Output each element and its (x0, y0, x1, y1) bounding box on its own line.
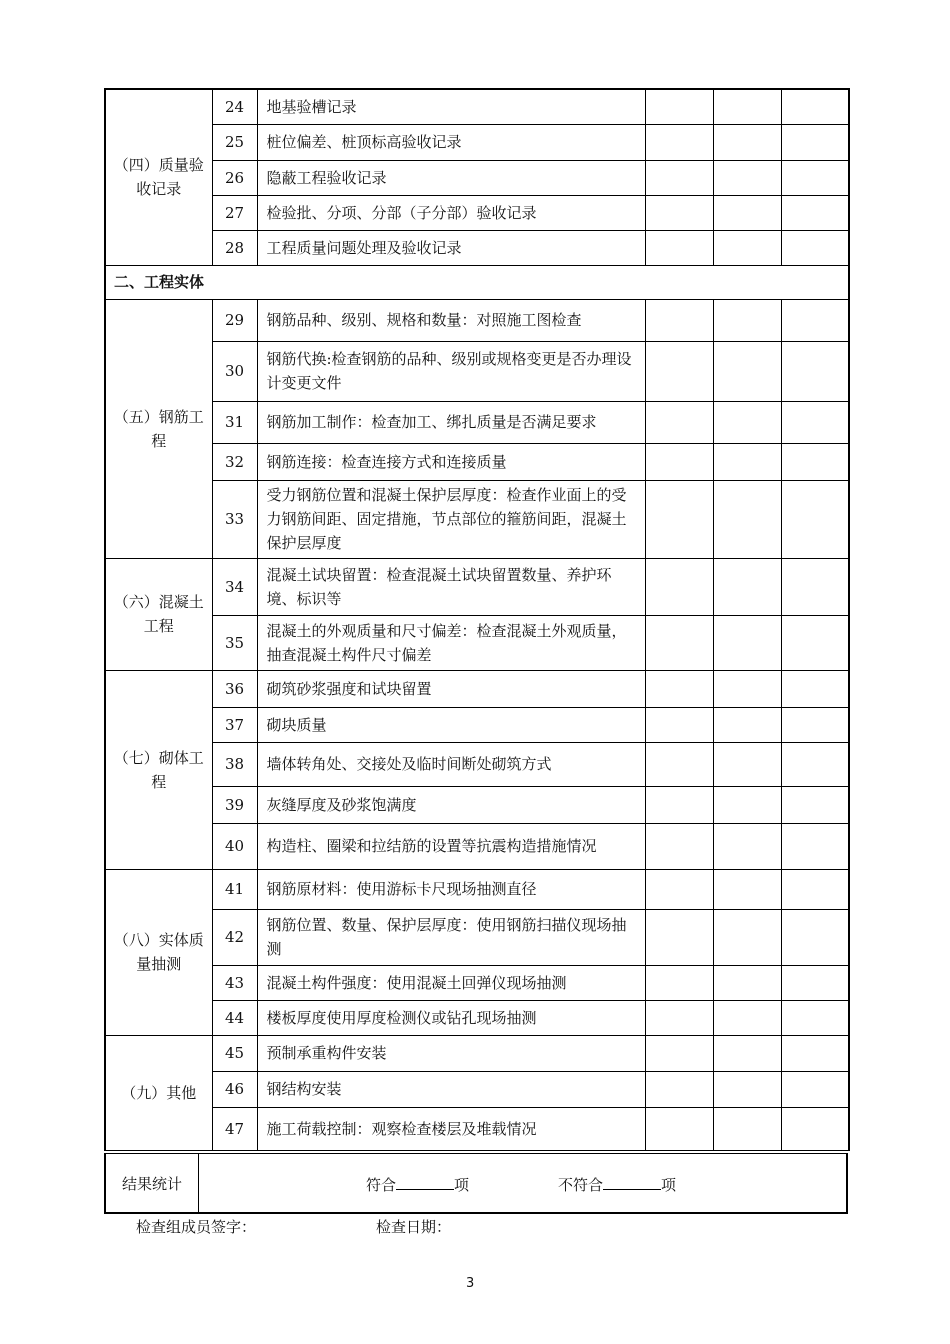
group-label: （五）钢筋工程 (113, 407, 204, 450)
row-item: 楼板厚度使用厚度检测仪或钻孔现场抽测 (257, 1000, 645, 1035)
check-cell[interactable] (781, 670, 849, 707)
table-row (105, 909, 849, 965)
table-row (105, 443, 849, 480)
group-label: （六）混凝土工程 (113, 593, 204, 635)
check-cell[interactable] (713, 742, 781, 786)
row-number: 25 (212, 124, 257, 160)
row-item: 混凝土构件强度：使用混凝土回弹仪现场抽测 (257, 965, 645, 1000)
table-row (105, 615, 849, 670)
row-number: 24 (212, 89, 257, 124)
table-row (105, 160, 849, 195)
table-row (105, 1000, 849, 1035)
row-item: 隐蔽工程验收记录 (257, 160, 645, 195)
row-number: 31 (212, 401, 257, 443)
check-cell[interactable] (713, 670, 781, 707)
check-cell[interactable] (781, 230, 849, 265)
row-item: 钢筋代换:检查钢筋的品种、级别或规格变更是否办理设计变更文件 (257, 341, 645, 401)
table-row (105, 299, 849, 341)
row-number: 38 (212, 742, 257, 786)
row-item: 钢筋连接：检查连接方式和连接质量 (257, 443, 645, 480)
check-cell[interactable] (781, 786, 849, 823)
row-number: 47 (212, 1107, 257, 1150)
row-item: 砌筑砂浆强度和试块留置 (257, 670, 645, 707)
group-cell (105, 869, 212, 1035)
table-row (105, 124, 849, 160)
row-number: 34 (212, 558, 257, 615)
row-number: 37 (212, 707, 257, 742)
row-item: 混凝土试块留置：检查混凝土试块留置数量、养护环境、标识等 (257, 558, 645, 615)
summary-label: 结果统计 (106, 1154, 199, 1213)
group-label: （八）实体质量抽测 (113, 931, 204, 973)
table-row (105, 742, 849, 786)
check-cell[interactable] (713, 124, 781, 160)
row-number: 40 (212, 823, 257, 869)
check-cell[interactable] (781, 89, 849, 124)
check-cell[interactable] (781, 480, 849, 558)
row-item: 钢筋原材料：使用游标卡尺现场抽测直径 (257, 869, 645, 909)
table-row (105, 195, 849, 230)
table-row (105, 1107, 849, 1150)
check-cell[interactable] (713, 401, 781, 443)
table-row (105, 1035, 849, 1071)
row-number: 29 (212, 299, 257, 341)
check-cell[interactable] (713, 299, 781, 341)
table-row (105, 1071, 849, 1107)
group-cell (105, 670, 212, 869)
row-number: 45 (212, 1035, 257, 1071)
check-cell[interactable] (645, 707, 713, 742)
row-number: 36 (212, 670, 257, 707)
check-cell[interactable] (713, 1071, 781, 1107)
conform-blank[interactable] (396, 1173, 454, 1190)
check-cell[interactable] (645, 823, 713, 869)
check-cell[interactable] (781, 1000, 849, 1035)
group-cell (105, 558, 212, 670)
row-item: 检验批、分项、分部（子分部）验收记录 (257, 195, 645, 230)
group-label: （四）质量验收记录 (113, 156, 204, 199)
check-cell[interactable] (713, 443, 781, 480)
row-number: 28 (212, 230, 257, 265)
row-number: 44 (212, 1000, 257, 1035)
check-cell[interactable] (781, 965, 849, 1000)
check-cell[interactable] (713, 786, 781, 823)
row-item: 地基验槽记录 (257, 89, 645, 124)
table-row (105, 707, 849, 742)
check-cell[interactable] (781, 1071, 849, 1107)
row-number: 27 (212, 195, 257, 230)
check-cell[interactable] (781, 443, 849, 480)
check-cell[interactable] (781, 1107, 849, 1150)
inspection-date: 检查日期： (376, 1218, 452, 1236)
check-cell[interactable] (645, 965, 713, 1000)
row-number: 43 (212, 965, 257, 1000)
check-cell[interactable] (713, 1035, 781, 1071)
result-summary (104, 1153, 848, 1214)
check-cell[interactable] (645, 89, 713, 124)
nonconform-blank[interactable] (603, 1173, 661, 1190)
check-cell[interactable] (645, 1071, 713, 1107)
row-item: 钢筋位置、数量、保护层厚度：使用钢筋扫描仪现场抽测 (257, 909, 645, 965)
table-row (105, 823, 849, 869)
row-number: 33 (212, 480, 257, 558)
row-number: 35 (212, 615, 257, 670)
check-cell[interactable] (645, 480, 713, 558)
check-cell[interactable] (645, 341, 713, 401)
check-cell[interactable] (781, 823, 849, 869)
check-cell[interactable] (645, 401, 713, 443)
group-cell (105, 1035, 212, 1150)
check-cell[interactable] (645, 558, 713, 615)
check-cell[interactable] (781, 401, 849, 443)
row-number: 42 (212, 909, 257, 965)
check-cell[interactable] (645, 230, 713, 265)
check-cell[interactable] (645, 160, 713, 195)
page-number: 3 (466, 1276, 475, 1291)
check-cell[interactable] (713, 823, 781, 869)
check-cell[interactable] (781, 742, 849, 786)
check-cell[interactable] (645, 1107, 713, 1150)
check-cell[interactable] (645, 869, 713, 909)
row-item: 预制承重构件安装 (257, 1035, 645, 1071)
conform-count (366, 1173, 469, 1195)
row-number: 46 (212, 1071, 257, 1107)
check-cell[interactable] (645, 1000, 713, 1035)
inspection-table (104, 88, 850, 1151)
check-cell[interactable] (645, 615, 713, 670)
row-number: 30 (212, 341, 257, 401)
check-cell[interactable] (713, 707, 781, 742)
check-cell[interactable] (713, 1000, 781, 1035)
group-label: （九）其他 (121, 1083, 197, 1102)
check-cell[interactable] (781, 869, 849, 909)
check-cell[interactable] (781, 615, 849, 670)
table-row (105, 401, 849, 443)
table-row (105, 480, 849, 558)
check-cell[interactable] (713, 195, 781, 230)
check-cell[interactable] (781, 299, 849, 341)
check-cell[interactable] (645, 670, 713, 707)
check-cell[interactable] (645, 443, 713, 480)
table-row (105, 558, 849, 615)
row-item: 工程质量问题处理及验收记录 (257, 230, 645, 265)
row-number: 26 (212, 160, 257, 195)
group-cell (105, 299, 212, 558)
check-cell[interactable] (645, 786, 713, 823)
row-item: 构造柱、圈梁和拉结筋的设置等抗震构造措施情况 (257, 823, 645, 869)
check-cell[interactable] (713, 558, 781, 615)
check-cell[interactable] (713, 869, 781, 909)
members-signature: 检查组成员签字： (136, 1218, 257, 1236)
row-number: 39 (212, 786, 257, 823)
row-item: 墙体转角处、交接处及临时间断处砌筑方式 (257, 742, 645, 786)
conform-unit: 项 (454, 1176, 470, 1194)
check-cell[interactable] (645, 195, 713, 230)
nonconform-count (558, 1173, 676, 1195)
check-cell[interactable] (713, 1107, 781, 1150)
check-cell[interactable] (781, 341, 849, 401)
row-item: 受力钢筋位置和混凝土保护层厚度：检查作业面上的受力钢筋间距、固定措施，节点部位的箍筋间距，混凝土保护层厚度 (257, 480, 645, 558)
row-number: 41 (212, 869, 257, 909)
check-cell[interactable] (645, 909, 713, 965)
check-cell[interactable] (645, 742, 713, 786)
check-cell[interactable] (713, 480, 781, 558)
row-number: 32 (212, 443, 257, 480)
table-row (105, 230, 849, 265)
row-item: 钢结构安装 (257, 1071, 645, 1107)
nonconform-unit: 项 (661, 1176, 677, 1194)
group-label: （七）砌体工程 (113, 748, 204, 791)
row-item: 桩位偏差、桩顶标高验收记录 (257, 124, 645, 160)
check-cell[interactable] (781, 558, 849, 615)
check-cell[interactable] (713, 230, 781, 265)
check-cell[interactable] (645, 1035, 713, 1071)
check-cell[interactable] (781, 195, 849, 230)
check-cell[interactable] (645, 299, 713, 341)
check-cell[interactable] (713, 160, 781, 195)
group-cell (105, 89, 212, 265)
check-cell[interactable] (713, 909, 781, 965)
conform-label: 符合 (366, 1176, 397, 1194)
check-cell[interactable] (781, 160, 849, 195)
check-cell[interactable] (713, 89, 781, 124)
nonconform-label: 不符合 (558, 1176, 604, 1194)
row-item: 混凝土的外观质量和尺寸偏差：检查混凝土外观质量，抽查混凝土构件尺寸偏差 (257, 615, 645, 670)
table-row (105, 786, 849, 823)
check-cell[interactable] (645, 124, 713, 160)
row-item: 砌块质量 (257, 707, 645, 742)
section-title: 二、工程实体 (105, 265, 849, 299)
check-cell[interactable] (713, 615, 781, 670)
section-row (105, 265, 849, 299)
table-row (105, 670, 849, 707)
table-row (105, 869, 849, 909)
check-cell[interactable] (781, 1035, 849, 1071)
table-row (105, 89, 849, 124)
row-item: 施工荷载控制：观察检查楼层及堆载情况 (257, 1107, 645, 1150)
check-cell[interactable] (781, 124, 849, 160)
check-cell[interactable] (781, 909, 849, 965)
table-row (105, 341, 849, 401)
row-item: 钢筋加工制作：检查加工、绑扎质量是否满足要求 (257, 401, 645, 443)
check-cell[interactable] (713, 965, 781, 1000)
check-cell[interactable] (713, 341, 781, 401)
row-item: 灰缝厚度及砂浆饱满度 (257, 786, 645, 823)
table-row (105, 965, 849, 1000)
check-cell[interactable] (781, 707, 849, 742)
row-item: 钢筋品种、级别、规格和数量：对照施工图检查 (257, 299, 645, 341)
